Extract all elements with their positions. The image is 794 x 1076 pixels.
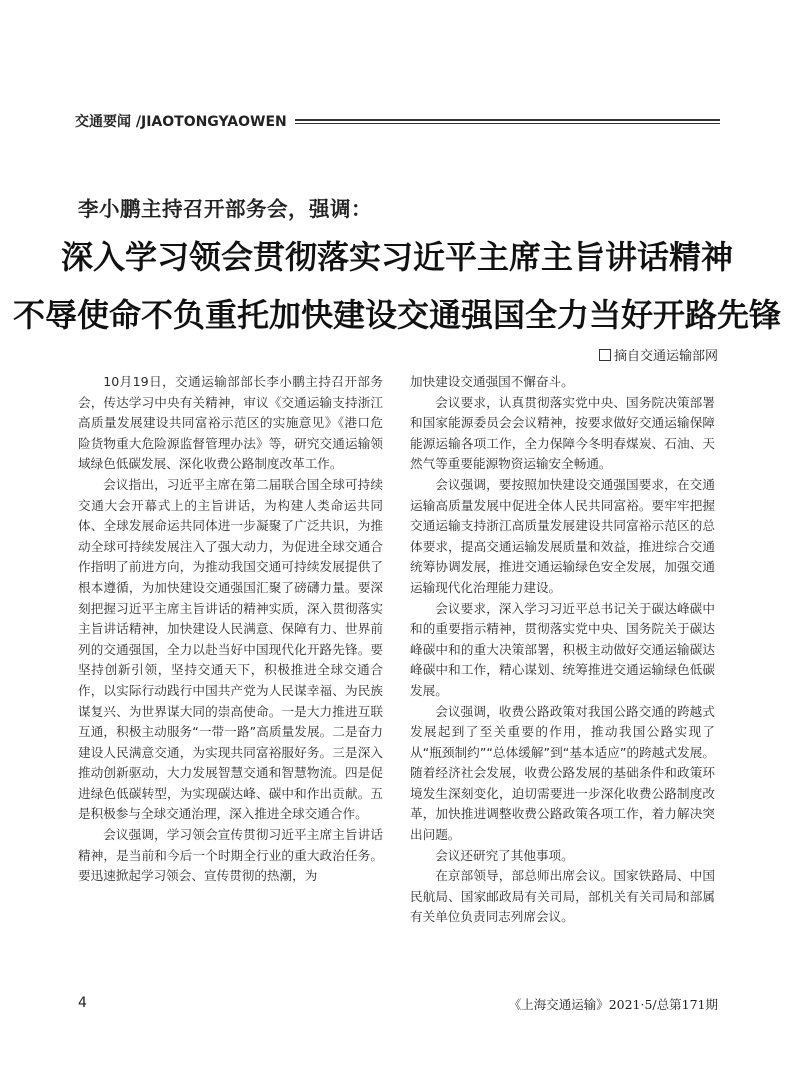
section-header — [75, 110, 720, 132]
article-kicker: 李小鹏主持召开部务会，强调： — [78, 197, 372, 221]
box-icon — [599, 349, 611, 361]
section-label: 交通要闻 /JIAOTONGYAOWEN — [75, 114, 287, 130]
article-source — [599, 345, 718, 364]
paragraph: 10月19日，交通运输部部长李小鹏主持召开部务会，传达学习中央有关精神，审议《交通运输支持浙江高质量发展建设共同富裕示范区的实施意见》《港口危险货物重大危险源监督管理办法》等，研究交通运输领域绿色低碳发展、深化收费公路制度改革工作。 — [78, 374, 383, 472]
article-title-line-2: 不辱使命不负重托加快建设交通强国全力当好开路先锋 — [12, 296, 781, 334]
right-column — [410, 372, 715, 928]
paragraph: 会议强调，学习领会宣传贯彻习近平主席主旨讲话精神，是当前和今后一个时期全行业的重大政治任务。要迅速掀起学习领会、宣传贯彻的热潮，为 — [78, 827, 383, 884]
page-number: 4 — [78, 995, 87, 1011]
paragraph: 会议要求，深入学习习近平总书记关于碳达峰碳中和的重要指示精神，贯彻落实党中央、国务院关于碳达峰碳中和的重大决策部署，积极主动做好交通运输碳达峰碳中和工作，精心谋划、统筹推进交通运输绿色低碳发展。 — [410, 600, 715, 698]
paragraph: 会议要求，认真贯彻落实党中央、国务院决策部署和国家能源委员会会议精神，按要求做好交通运输保障能源运输各项工作，全力保障今冬明春煤炭、石油、天然气等重要能源物资运输安全畅通。 — [410, 394, 715, 472]
paragraph: 会议指出，习近平主席在第二届联合国全球可持续交通大会开幕式上的主旨讲话，为构建人类命运共同体、全球发展命运共同体进一步凝聚了广泛共识，为推动全球可持续发展注入了强大动力，为促进全球交通合作指明了前进方向，为推动我国交通可持续发展提供了根本遵循，为加快建设交通强国汇聚了磅礴力量。要深刻把握习近平主席主旨讲话的精神实质，深入贯彻落实主旨讲话精神，加快建设人民满意、保障有力、世界前列的交通强国，全力以赴当好中国现代化开路先锋。要坚持创新引领，坚持交通天下，积极推进全球交通合作，以实际行动践行中国共产党为人民谋幸福、为民族谋复兴、为世界谋大同的崇高使命。一是大力推进互联互通，积极主动服务“一带一路”高质量发展。二是奋力建设人民满意交通，为实现共同富裕服好务。三是深入推动创新驱动，大力发展智慧交通和智慧物流。四是促进绿色低碳转型，为实现碳达峰、碳中和作出贡献。五是积极参与全球交通治理，深入推进全球交通合作。 — [78, 476, 383, 822]
header-rule — [295, 119, 720, 124]
paragraph: 会议强调，要按照加快建设交通强国要求，在交通运输高质量发展中促进全体人民共同富裕。要牢牢把握交通运输支持浙江高质量发展建设共同富裕示范区的总体要求，提高交通运输发展质量和效益，推进综合交通统筹协调发展，推进交通运输绿色安全发展，加强交通运输现代化治理能力建设。 — [410, 476, 715, 595]
paragraph: 会议强调，收费公路政策对我国公路交通的跨越式发展起到了至关重要的作用，推动我国公路实现了从“瓶颈制约”“总体缓解”到“基本适应”的跨越式发展。随着经济社会发展，收费公路发展的基础条件和政策环境发生深刻变化，迫切需要进一步深化收费公路制度改革，加快推进调整收费公路政策各项工作，着力解决突出问题。 — [410, 703, 715, 843]
paragraph: 在京部领导，部总师出席会议。国家铁路局、中国民航局、国家邮政局有关司局，部机关有关司局和部属有关单位负责同志列席会议。 — [410, 868, 715, 925]
publication-info: 《上海交通运输》2021·5/总第171期 — [508, 997, 718, 1012]
article-title-line-1: 深入学习领会贯彻落实习近平主席主旨讲话精神 — [60, 238, 733, 276]
left-column — [78, 372, 383, 887]
paragraph: 会议还研究了其他事项。 — [435, 847, 574, 863]
paragraph-continued: 加快建设交通强国不懈奋斗。 — [410, 374, 574, 389]
source-text: 摘自交通运输部网 — [613, 349, 718, 364]
